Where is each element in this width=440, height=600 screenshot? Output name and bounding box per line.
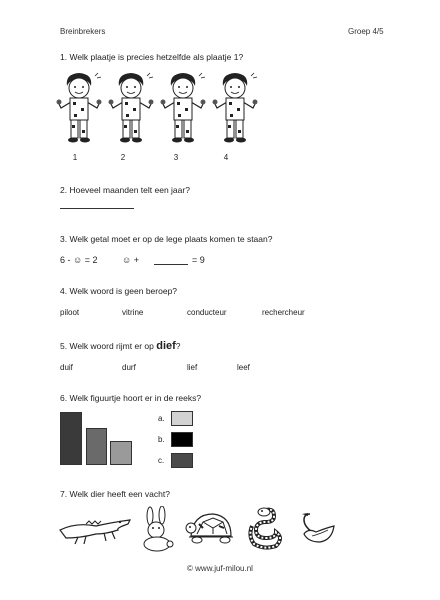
snake-drawing[interactable] — [244, 504, 288, 550]
question-6: 6. Welk figuurtje hoort er in de reeks? — [60, 393, 202, 403]
option-b-square[interactable] — [171, 432, 193, 447]
question-1: 1. Welk plaatje is precies hetzelfde als plaatje 1? — [60, 52, 244, 62]
picture-label-1: 1 — [72, 153, 78, 162]
turtle-drawing[interactable] — [183, 506, 237, 550]
boy-2-image — [109, 73, 154, 143]
header-right: Groep 4/5 — [348, 27, 384, 36]
boy-drawings — [55, 68, 275, 150]
expression-1: 6 - ☺ = 2 — [60, 255, 98, 265]
expression-2-prefix: ☺ + — [122, 255, 139, 265]
option-duif[interactable]: duif — [60, 363, 73, 372]
answer-line-2[interactable] — [60, 208, 134, 209]
expression-2-suffix: = 9 — [192, 255, 205, 265]
option-piloot[interactable]: piloot — [60, 308, 80, 317]
question-5-suffix: ? — [175, 341, 181, 351]
picture-label-3: 3 — [173, 153, 179, 162]
option-rechercheur[interactable]: rechercheur — [262, 308, 305, 317]
rhyme-word: dief — [156, 340, 176, 352]
header-left: Breinbrekers — [60, 27, 106, 36]
option-lief[interactable]: lief — [187, 363, 198, 372]
option-conducteur[interactable]: conducteur — [187, 308, 227, 317]
boy-4-image — [213, 73, 258, 143]
option-a-label: a. — [158, 414, 165, 423]
question-5-prefix: 5. Welk woord rijmt er op — [60, 341, 154, 351]
option-vitrine[interactable]: vitrine — [122, 308, 144, 317]
question-4: 4. Welk woord is geen beroep? — [60, 286, 178, 296]
option-a-square[interactable] — [171, 411, 193, 426]
option-leef[interactable]: leef — [237, 363, 250, 372]
swan-drawing[interactable] — [298, 508, 338, 548]
rabbit-drawing[interactable] — [136, 506, 178, 552]
option-c-label: c. — [158, 456, 165, 465]
sequence-bar-3 — [110, 441, 132, 465]
question-7: 7. Welk dier heeft een vacht? — [60, 489, 170, 499]
sequence-bar-2 — [86, 428, 107, 465]
question-3: 3. Welk getal moet er op de lege plaats komen te staan? — [60, 234, 273, 244]
answer-line-3[interactable] — [154, 264, 188, 265]
question-2: 2. Hoeveel maanden telt een jaar? — [60, 185, 190, 195]
boy-3-image — [161, 73, 206, 143]
option-durf[interactable]: durf — [122, 363, 136, 372]
footer-text: © www.juf-milou.nl — [187, 564, 253, 573]
crocodile-drawing[interactable] — [56, 510, 134, 550]
option-c-square[interactable] — [171, 453, 193, 468]
sequence-bar-1 — [60, 412, 82, 465]
option-b-label: b. — [158, 435, 165, 444]
question-5 — [60, 340, 181, 352]
boy-1-image — [57, 73, 102, 143]
picture-label-4: 4 — [223, 153, 229, 162]
picture-label-2: 2 — [120, 153, 126, 162]
